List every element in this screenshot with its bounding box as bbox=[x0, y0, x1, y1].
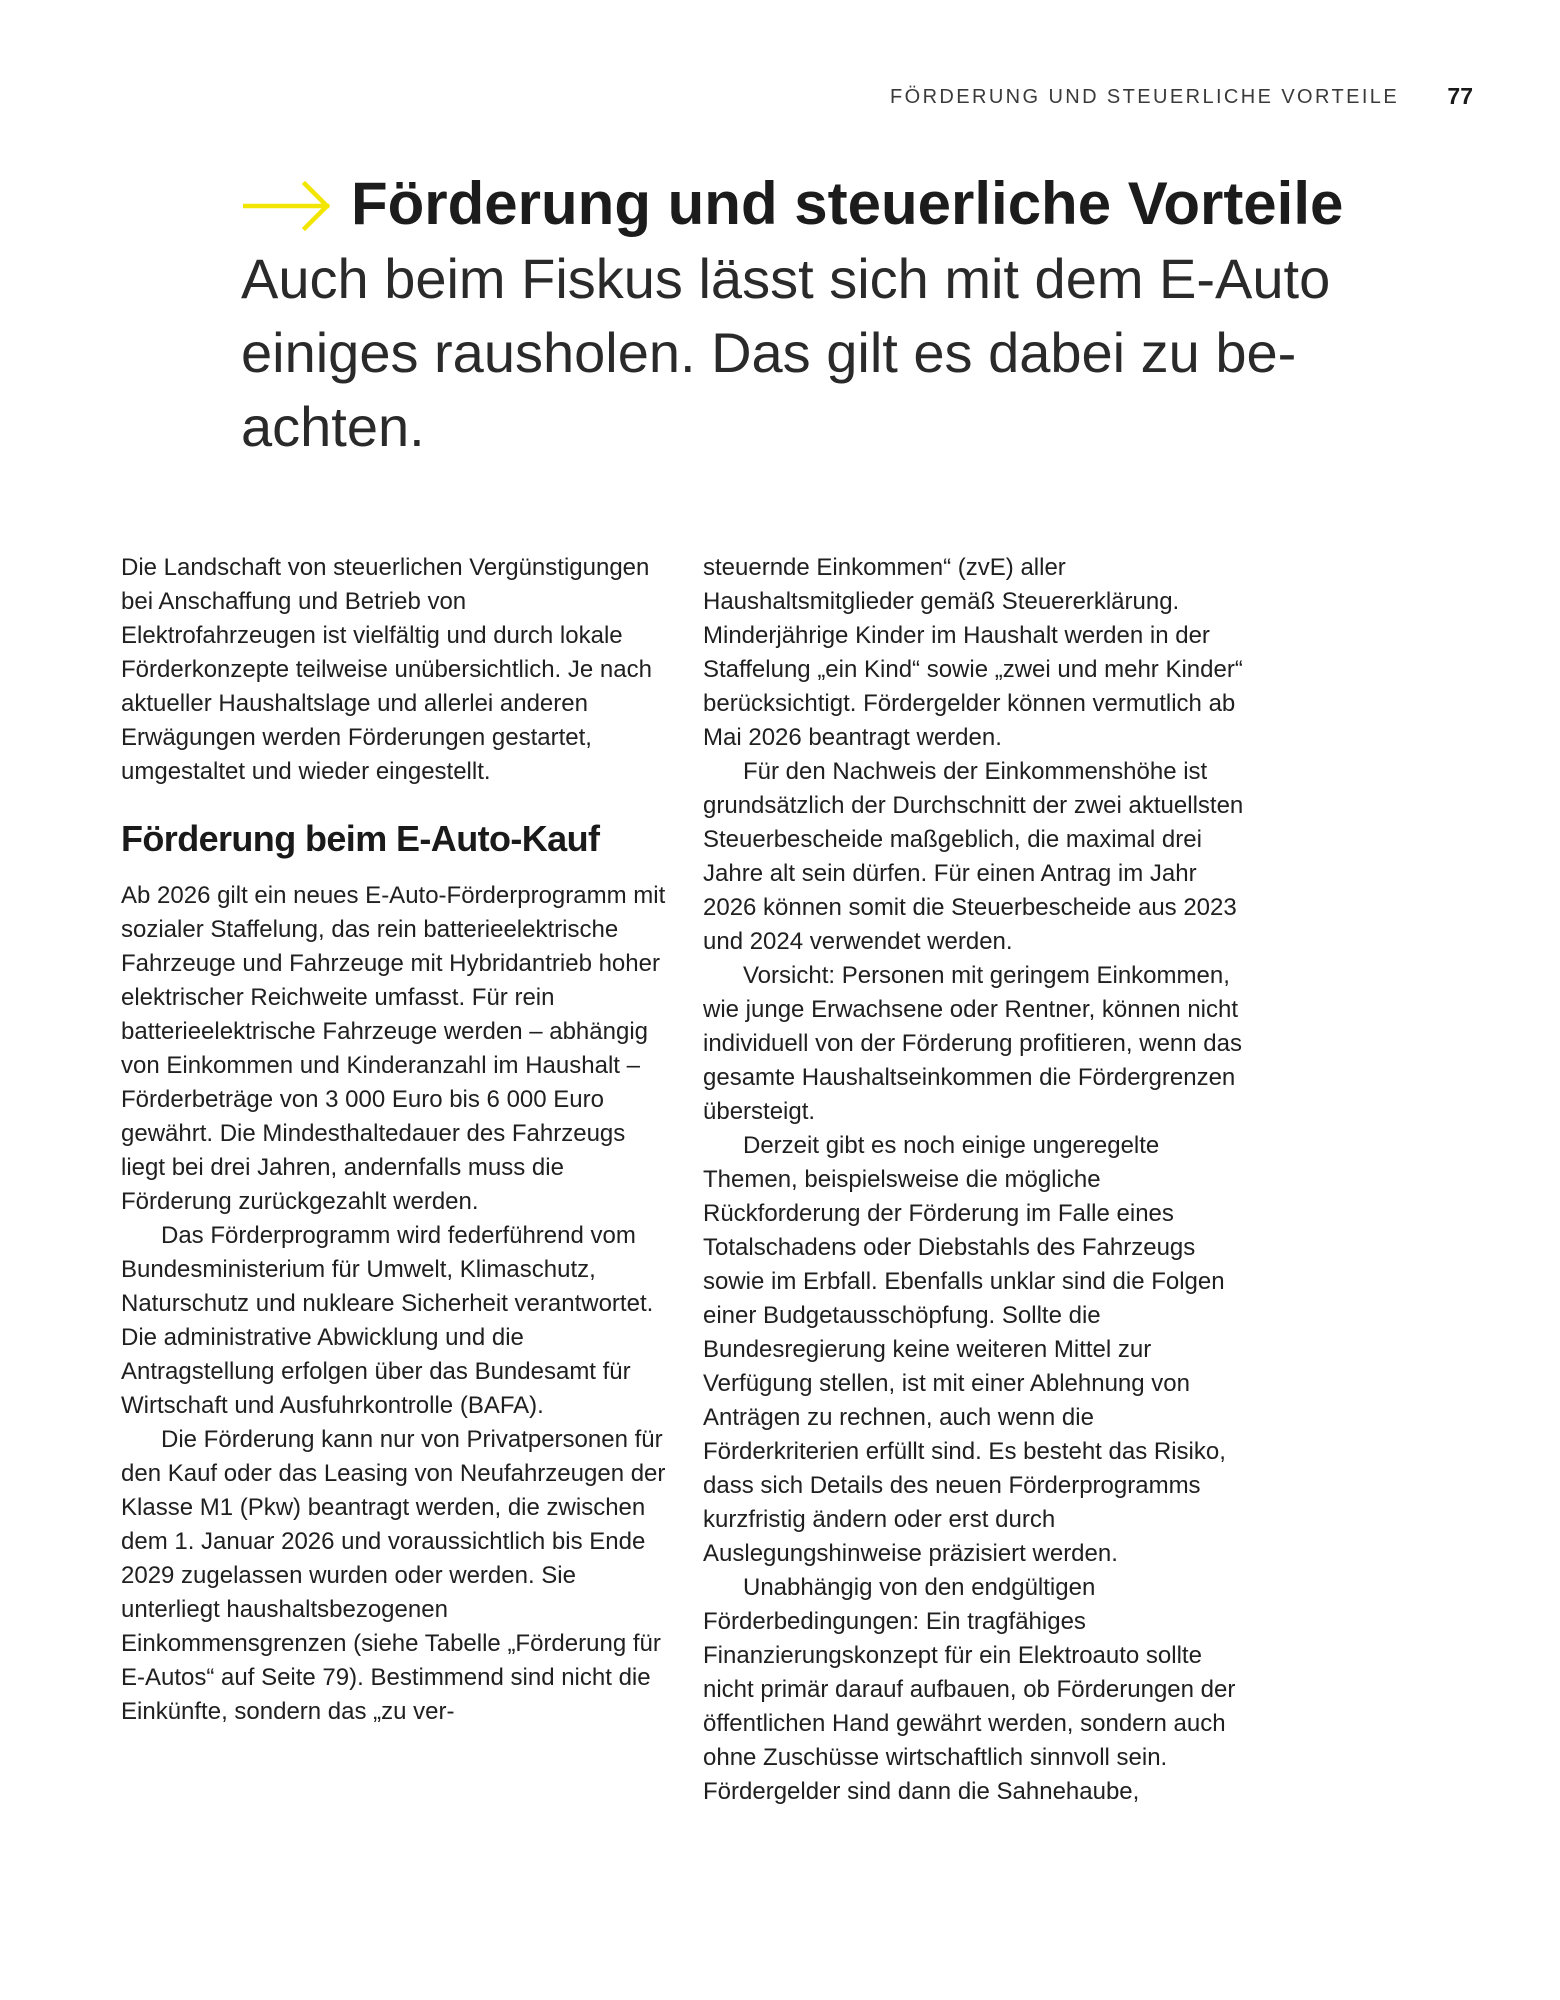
right-column bbox=[703, 551, 1248, 1809]
intro-paragraph: Die Landschaft von steuerlichen Vergünstigungen bei Anschaffung und Betrieb von Elektrofahrzeugen ist vielfältig und durch lokale Förderkonzepte teilweise unübersichtlich. Je nach aktueller Haushaltslage und allerlei anderen Erwägungen werden Förderungen gestartet, umgestaltet und wieder eingestellt. bbox=[121, 554, 652, 785]
running-title: FÖRDERUNG UND STEUERLICHE VORTEILE bbox=[890, 86, 1400, 108]
paragraph: Ab 2026 gilt ein neues E-Auto-Förderprogramm mit sozialer Staffelung, das rein batterieelektrische Fahrzeuge und Fahrzeuge mit Hybridantrieb hoher elektrischer Reichweite umfasst. Für rein batterieelektrische Fahrzeuge werden – abhängig von Einkommen und Kinderanzahl im Haushalt – Förderbeträge von 3 000 Euro bis 6 000 Euro gewährt. Die Mindesthaltedauer des Fahrzeugs liegt bei drei Jahren, andernfalls muss die Förderung zurückgezahlt werden. bbox=[121, 882, 666, 1215]
paragraph: Unabhängig von den endgültigen Förderbedingungen: Ein tragfähiges Finanzierungskonzept für ein Elektroauto sollte nicht primär darauf aufbauen, ob Förderungen der öffentlichen Hand gewährt werden, sondern auch ohne Zuschüsse wirtschaftlich sinnvoll sein. Fördergelder sind dann die Sahnehaube, bbox=[703, 1574, 1236, 1805]
paragraph: Das Förderprogramm wird federführend vom Bundesministerium für Umwelt, Klimaschutz, Naturschutz und nukleare Sicherheit verantwortet. Die administrative Abwicklung und die Antragstellung erfolgen über das Bundesamt für Wirtschaft und Ausfuhrkontrolle (BAFA). bbox=[121, 1222, 654, 1419]
section-heading: Förderung beim E-Auto-Kauf bbox=[121, 818, 600, 859]
page-subtitle: Auch beim Fiskus lässt sich mit dem E-Auto einiges rausholen. Das gilt es dabei zu be-achten. bbox=[241, 247, 1331, 458]
paragraph: Derzeit gibt es noch einige ungeregelte Themen, beispielsweise die mögliche Rückforderung der Förderung im Falle eines Totalschadens oder Diebstahls des Fahrzeugs sowie im Erbfall. Ebenfalls unklar sind die Folgen einer Budgetausschöpfung. Sollte die Bundesregierung keine weiteren Mittel zur Verfügung stellen, ist mit einer Ablehnung von Anträgen zu rechnen, auch wenn die Förderkriterien erfüllt sind. Es besteht das Risiko, dass sich Details des neuen Förderprogramms kurzfristig ändern oder erst durch Auslegungshinweise präzisiert werden. bbox=[703, 1132, 1226, 1567]
running-head bbox=[860, 83, 1473, 116]
paragraph: steuernde Einkommen“ (zvE) aller Haushaltsmitglieder gemäß Steuererklärung. Minderjährige Kinder im Haushalt werden in der Staffelung „ein Kind“ sowie „zwei und mehr Kinder“ berücksichtigt. Fördergelder können vermutlich ab Mai 2026 beantragt werden. bbox=[703, 554, 1243, 751]
page-number: 77 bbox=[1447, 83, 1473, 109]
paragraph: Für den Nachweis der Einkommenshöhe ist grundsätzlich der Durchschnitt der zwei aktuellsten Steuerbescheide maßgeblich, die maximal drei Jahre alt sein dürfen. Für einen Antrag im Jahr 2026 können somit die Steuerbescheide aus 2023 und 2024 verwendet werden. bbox=[703, 758, 1244, 955]
page-title: Förderung und steuerliche Vorteile bbox=[351, 170, 1344, 237]
paragraph: Die Förderung kann nur von Privatpersonen für den Kauf oder das Leasing von Neufahrzeugen der Klasse M1 (Pkw) beantragt werden, die zwischen dem 1. Januar 2026 und voraussichtlich bis Ende 2029 zugelassen wurden oder werden. Sie unterliegt haushaltsbezogenen Einkommensgrenzen (siehe Tabelle „Förderung für E-Autos“ auf Seite 79). Bestimmend sind nicht die Einkünfte, sondern das „zu ver- bbox=[121, 1426, 666, 1725]
arrow-right-icon bbox=[243, 180, 333, 232]
left-column bbox=[121, 551, 666, 1729]
paragraph: Vorsicht: Personen mit geringem Einkommen, wie junge Erwachsene oder Rentner, können nicht individuell von der Förderung profitieren, wenn das gesamte Haushaltseinkommen die Fördergrenzen übersteigt. bbox=[703, 962, 1242, 1125]
